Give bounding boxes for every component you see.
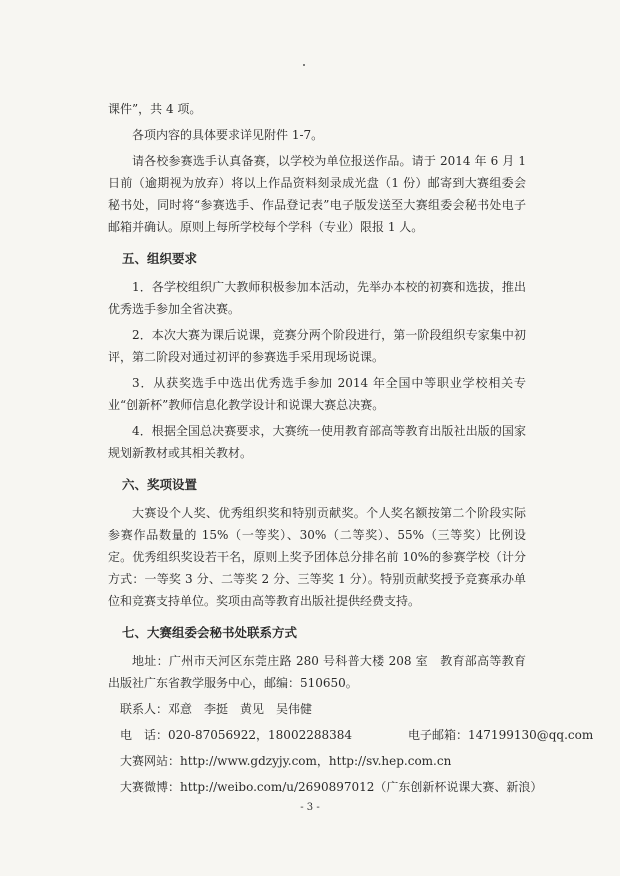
section-5-item-2: 2．本次大赛为课后说课，竞赛分两个阶段进行，第一阶段组织专家集中初评，第二阶段对通过初评的参赛选手采用现场说课。 [108, 328, 526, 364]
page-number: - 3 - [300, 802, 320, 813]
contact-phone-email-row [108, 724, 594, 746]
intro-attachment-note: 各项内容的具体要求详见附件 1-7。 [132, 128, 324, 142]
contact-website: 大赛网站：http://www.gdzyjy.com，http://sv.hep.com.cn [120, 754, 452, 768]
contact-address: 地址：广州市天河区东莞庄路 280 号科普大楼 208 室 教育部高等教育出版社广东省教学服务中心，邮编：510650。 [108, 654, 526, 690]
section-5-item-3: 3．从获奖选手中选出优秀选手参加 2014 年全国中等职业学校相关专业“创新杯”教师信息化教学设计和说课大赛总决赛。 [108, 376, 526, 412]
section-5-heading: 五、组织要求 [122, 251, 198, 266]
section-5-item-4: 4．根据全国总决赛要求，大赛统一使用教育部高等教育出版社出版的国家规划新教材或其相关教材。 [108, 424, 526, 460]
contact-persons: 联系人：邓意 李挺 黄见 吴伟健 [120, 702, 313, 716]
intro-continuation: 课件”，共 4 项。 [108, 102, 202, 116]
intro-submission-instructions: 请各校参赛选手认真备赛，以学校为单位报送作品。请于 2014 年 6 月 1 日前（逾期视为放弃）将以上作品资料刻录成光盘（1 份）邮寄到大赛组委会秘书处，同时将“参赛选手、作品登记表”电子版发送至大赛组委会秘书处电子邮箱并确认。原则上每所学校每个学科（专业）限报 1 人。 [108, 154, 526, 234]
contact-email: 电子邮箱：147199130@qq.com [408, 728, 594, 742]
section-7-heading: 七、大赛组委会秘书处联系方式 [122, 625, 298, 640]
section-6-heading: 六、奖项设置 [122, 477, 198, 492]
contact-phone: 电 话：020-87056922，18002288384 [120, 728, 353, 742]
section-5-item-1: 1．各学校组织广大教师积极参加本活动，先举办本校的初赛和选拔，推出优秀选手参加全省决赛。 [108, 280, 526, 316]
document-body [108, 98, 594, 802]
section-6-body: 大赛设个人奖、优秀组织奖和特别贡献奖。个人奖名额按第二个阶段实际参赛作品数量的 15%（一等奖）、30%（二等奖）、55%（三等奖）比例设定。优秀组织奖设若干名，原则上奖予团体总分排名前 10%的参赛学校（计分方式：一等奖 3 分、二等奖 2 分、三等奖 1 分）。特别贡献奖授予竞赛承办单位和竞赛支持单位。奖项由高等教育出版社提供经费支持。 [108, 506, 526, 608]
scan-speck [303, 64, 305, 66]
contact-weibo: 大赛微博：http://weibo.com/u/2690897012（广东创新杯说课大赛、新浪） [120, 780, 543, 794]
